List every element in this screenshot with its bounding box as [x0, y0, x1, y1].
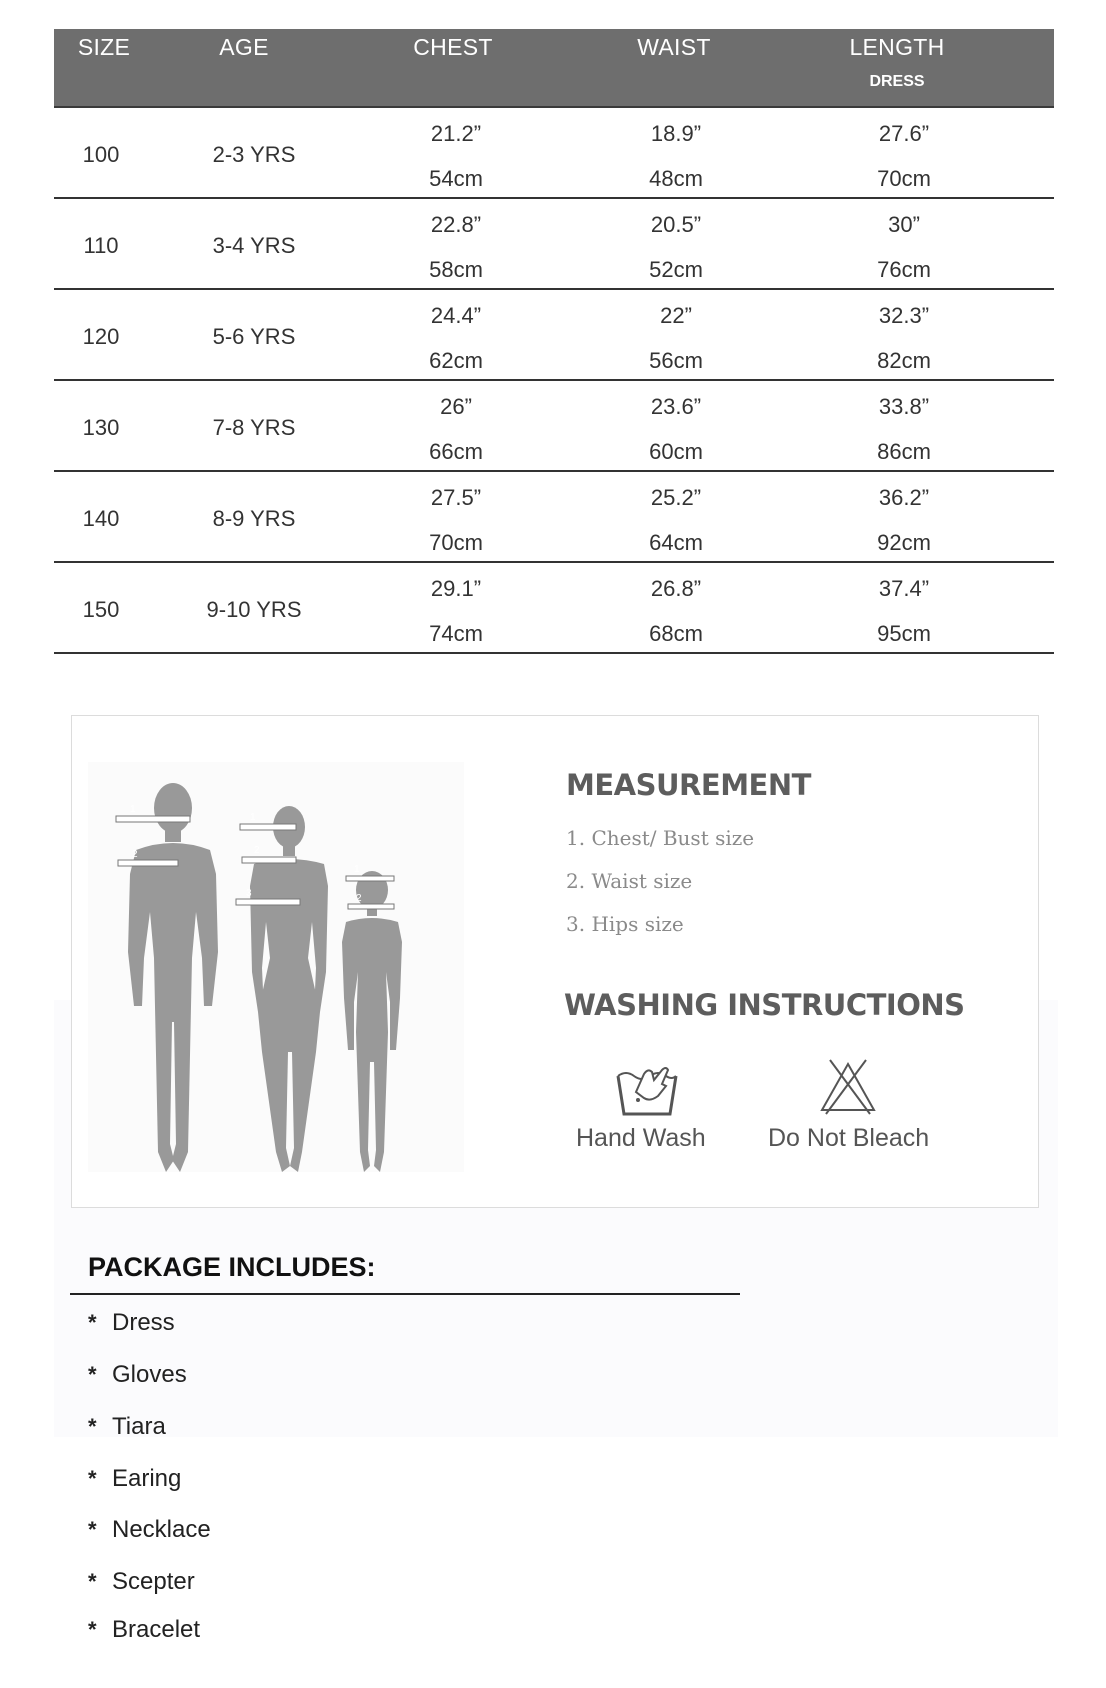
package-item-label: Dress [112, 1309, 175, 1336]
man-silhouette [128, 783, 218, 1172]
bullet: * [88, 1414, 97, 1439]
cell-size: 100 [82, 142, 120, 167]
bullet: * [88, 1517, 97, 1542]
cell-waist-cm: 52cm [649, 257, 703, 282]
cell-size: 130 [82, 415, 120, 440]
hand-wash-icon [614, 1062, 680, 1118]
header-length: LENGTH [849, 34, 945, 60]
cell-waist-in: 22” [660, 303, 692, 328]
bullet: * [88, 1466, 97, 1491]
list-item [88, 1309, 175, 1337]
marker-woman-waist: 2 [254, 845, 260, 856]
hand-wash-label: Hand Wash [576, 1124, 706, 1152]
cell-length-in: 36.2” [878, 485, 930, 510]
measurement-title: MEASUREMENT [566, 768, 811, 802]
bullet: * [88, 1569, 97, 1594]
cell-size: 110 [83, 233, 119, 258]
cell-waist-in: 26.8” [650, 576, 702, 601]
washing-title: WASHING INSTRUCTIONS [564, 988, 965, 1022]
package-item-label: Gloves [112, 1361, 187, 1388]
bullet: * [88, 1310, 97, 1335]
cell-length-cm: 76cm [877, 257, 931, 282]
cell-chest-in: 21.2” [430, 121, 482, 146]
package-item-label: Bracelet [112, 1616, 201, 1643]
cell-chest-in: 24.4” [430, 303, 482, 328]
do-not-bleach-icon [818, 1058, 878, 1116]
cell-age: 7-8 YRS [212, 415, 296, 440]
table-row [54, 290, 1054, 381]
cell-age: 9-10 YRS [206, 597, 302, 622]
cell-age: 8-9 YRS [212, 506, 296, 531]
measurement-item-chest: 1. Chest/ Bust size [566, 826, 755, 850]
cell-length-in: 33.8” [878, 394, 930, 419]
cell-chest-cm: 54cm [429, 166, 483, 191]
package-item-label: Earing [112, 1465, 182, 1492]
cell-chest-in: 22.8” [430, 212, 482, 237]
cell-waist-in: 23.6” [650, 394, 702, 419]
table-row [54, 563, 1054, 654]
marker-child-chest: 1 [354, 864, 360, 875]
list-item [88, 1465, 181, 1493]
cell-waist-in: 18.9” [650, 121, 702, 146]
package-item-label: Necklace [112, 1516, 211, 1543]
table-row [54, 472, 1054, 563]
cell-chest-in: 26” [440, 394, 472, 419]
list-item [88, 1413, 166, 1441]
header-age: AGE [219, 34, 269, 60]
child-silhouette [342, 871, 402, 1172]
cell-length-cm: 82cm [877, 348, 931, 373]
cell-chest-cm: 74cm [429, 621, 483, 646]
cell-waist-cm: 68cm [649, 621, 703, 646]
cell-age: 5-6 YRS [212, 324, 296, 349]
measurement-item-hips: 3. Hips size [566, 912, 684, 936]
package-title: PACKAGE INCLUDES: [88, 1252, 376, 1282]
table-header [54, 29, 1054, 108]
cell-waist-in: 20.5” [650, 212, 702, 237]
cell-length-cm: 95cm [877, 621, 931, 646]
cell-size: 120 [82, 324, 120, 349]
cell-length-in: 27.6” [878, 121, 930, 146]
measurement-item-waist: 2. Waist size [566, 869, 693, 893]
cell-length-in: 37.4” [878, 576, 930, 601]
bullet: * [88, 1362, 97, 1387]
size-chart-table [54, 29, 1054, 654]
cell-waist-in: 25.2” [650, 485, 702, 510]
body-figures-illustration [88, 762, 464, 1172]
cell-waist-cm: 60cm [649, 439, 703, 464]
package-item-label: Tiara [112, 1413, 166, 1440]
header-size: SIZE [77, 34, 131, 60]
marker-child-waist: 2 [356, 893, 362, 904]
cell-waist-cm: 56cm [649, 348, 703, 373]
header-chest: CHEST [413, 34, 493, 60]
cell-age: 3-4 YRS [212, 233, 296, 258]
cell-waist-cm: 48cm [649, 166, 703, 191]
bullet: * [88, 1617, 97, 1642]
list-item [88, 1361, 187, 1389]
table-row [54, 381, 1054, 472]
package-item-label: Scepter [112, 1568, 195, 1595]
list-item [88, 1616, 200, 1644]
table-row [54, 199, 1054, 290]
cell-length-in: 32.3” [878, 303, 930, 328]
header-length-sub: DRESS [869, 73, 925, 90]
cell-length-cm: 92cm [877, 530, 931, 555]
cell-age: 2-3 YRS [212, 142, 296, 167]
marker-man-waist: 2 [132, 849, 138, 860]
cell-chest-in: 27.5” [430, 485, 482, 510]
cell-length-cm: 70cm [877, 166, 931, 191]
cell-chest-cm: 58cm [429, 257, 483, 282]
list-item [88, 1568, 195, 1596]
cell-chest-in: 29.1” [430, 576, 482, 601]
do-not-bleach-label: Do Not Bleach [768, 1124, 930, 1152]
package-divider [70, 1293, 740, 1295]
marker-man-chest: 1 [130, 804, 136, 815]
cell-waist-cm: 64cm [649, 530, 703, 555]
cell-chest-cm: 70cm [429, 530, 483, 555]
cell-chest-cm: 66cm [429, 439, 483, 464]
cell-size: 150 [82, 597, 120, 622]
table-row [54, 108, 1054, 199]
list-item [88, 1516, 211, 1544]
cell-length-cm: 86cm [877, 439, 931, 464]
marker-woman-hips: 3 [246, 888, 252, 899]
cell-size: 140 [82, 506, 120, 531]
cell-length-in: 30” [888, 212, 920, 237]
marker-woman-bust: 1 [250, 812, 256, 823]
cell-chest-cm: 62cm [429, 348, 483, 373]
header-waist: WAIST [637, 34, 711, 60]
